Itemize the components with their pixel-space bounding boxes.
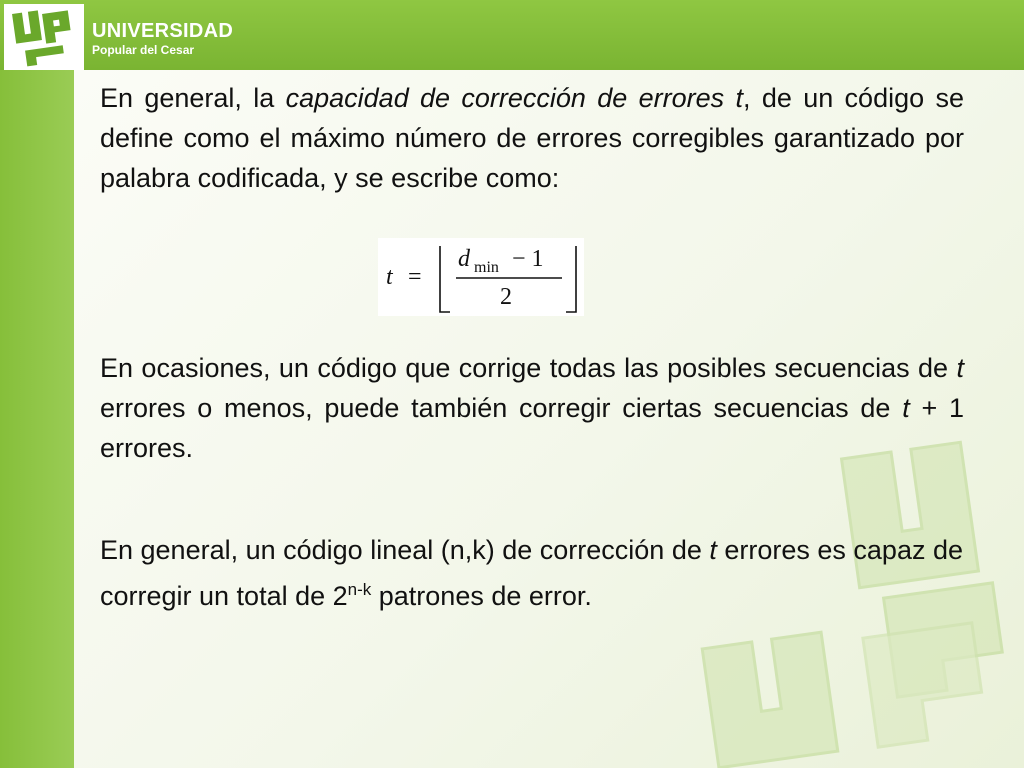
paragraph1-text-a: En general, la <box>100 83 286 113</box>
formula-image <box>378 238 584 316</box>
university-subtitle: Popular del Cesar <box>92 43 195 57</box>
paragraph-occasions <box>100 348 964 468</box>
paragraph3-italic-t: t <box>709 535 717 565</box>
university-logo <box>4 4 84 70</box>
formula-numerator-rest: − 1 <box>512 246 544 272</box>
paragraph1-text-b: , de un código se define como el máximo número de errores corregibles garantizado por palabra codificada, y se escribe como: <box>100 83 964 193</box>
upc-logo-icon <box>4 4 84 70</box>
paragraph3-superscript: n-k <box>347 580 372 599</box>
university-title: UNIVERSIDAD <box>92 20 234 42</box>
paragraph2-text-c: + 1 errores. <box>100 393 964 463</box>
paragraph2-italic-t2: t <box>902 393 910 423</box>
paragraph2-text-a: En ocasiones, un código que corrige todas las posibles secuencias de <box>100 353 957 383</box>
formula-denominator: 2 <box>500 284 512 310</box>
formula-numerator-sub: min <box>474 259 499 276</box>
formula-numerator-var: d <box>458 246 470 272</box>
formula-lhs: t <box>386 264 393 290</box>
paragraph3-text-a: En general, un código lineal (n,k) de corrección de <box>100 535 710 565</box>
paragraph2-italic-t1: t <box>956 353 964 383</box>
formula-left-floor-bracket <box>440 246 450 312</box>
paragraph2-text-b: errores o menos, puede también corregir ciertas secuencias de <box>100 393 903 423</box>
paragraph-definition <box>100 78 964 198</box>
formula-floor-expression <box>378 238 584 316</box>
paragraph1-italic-term: capacidad de corrección de errores t <box>285 83 743 113</box>
paragraph3-text-b: errores es capaz de corregir un total de 2 <box>100 535 963 611</box>
formula-equals: = <box>408 264 422 290</box>
paragraph-linear-code <box>100 530 964 616</box>
left-sidebar-bar <box>0 70 74 768</box>
paragraph3-text-c: patrones de error. <box>371 581 592 611</box>
formula-right-floor-bracket <box>566 246 576 312</box>
